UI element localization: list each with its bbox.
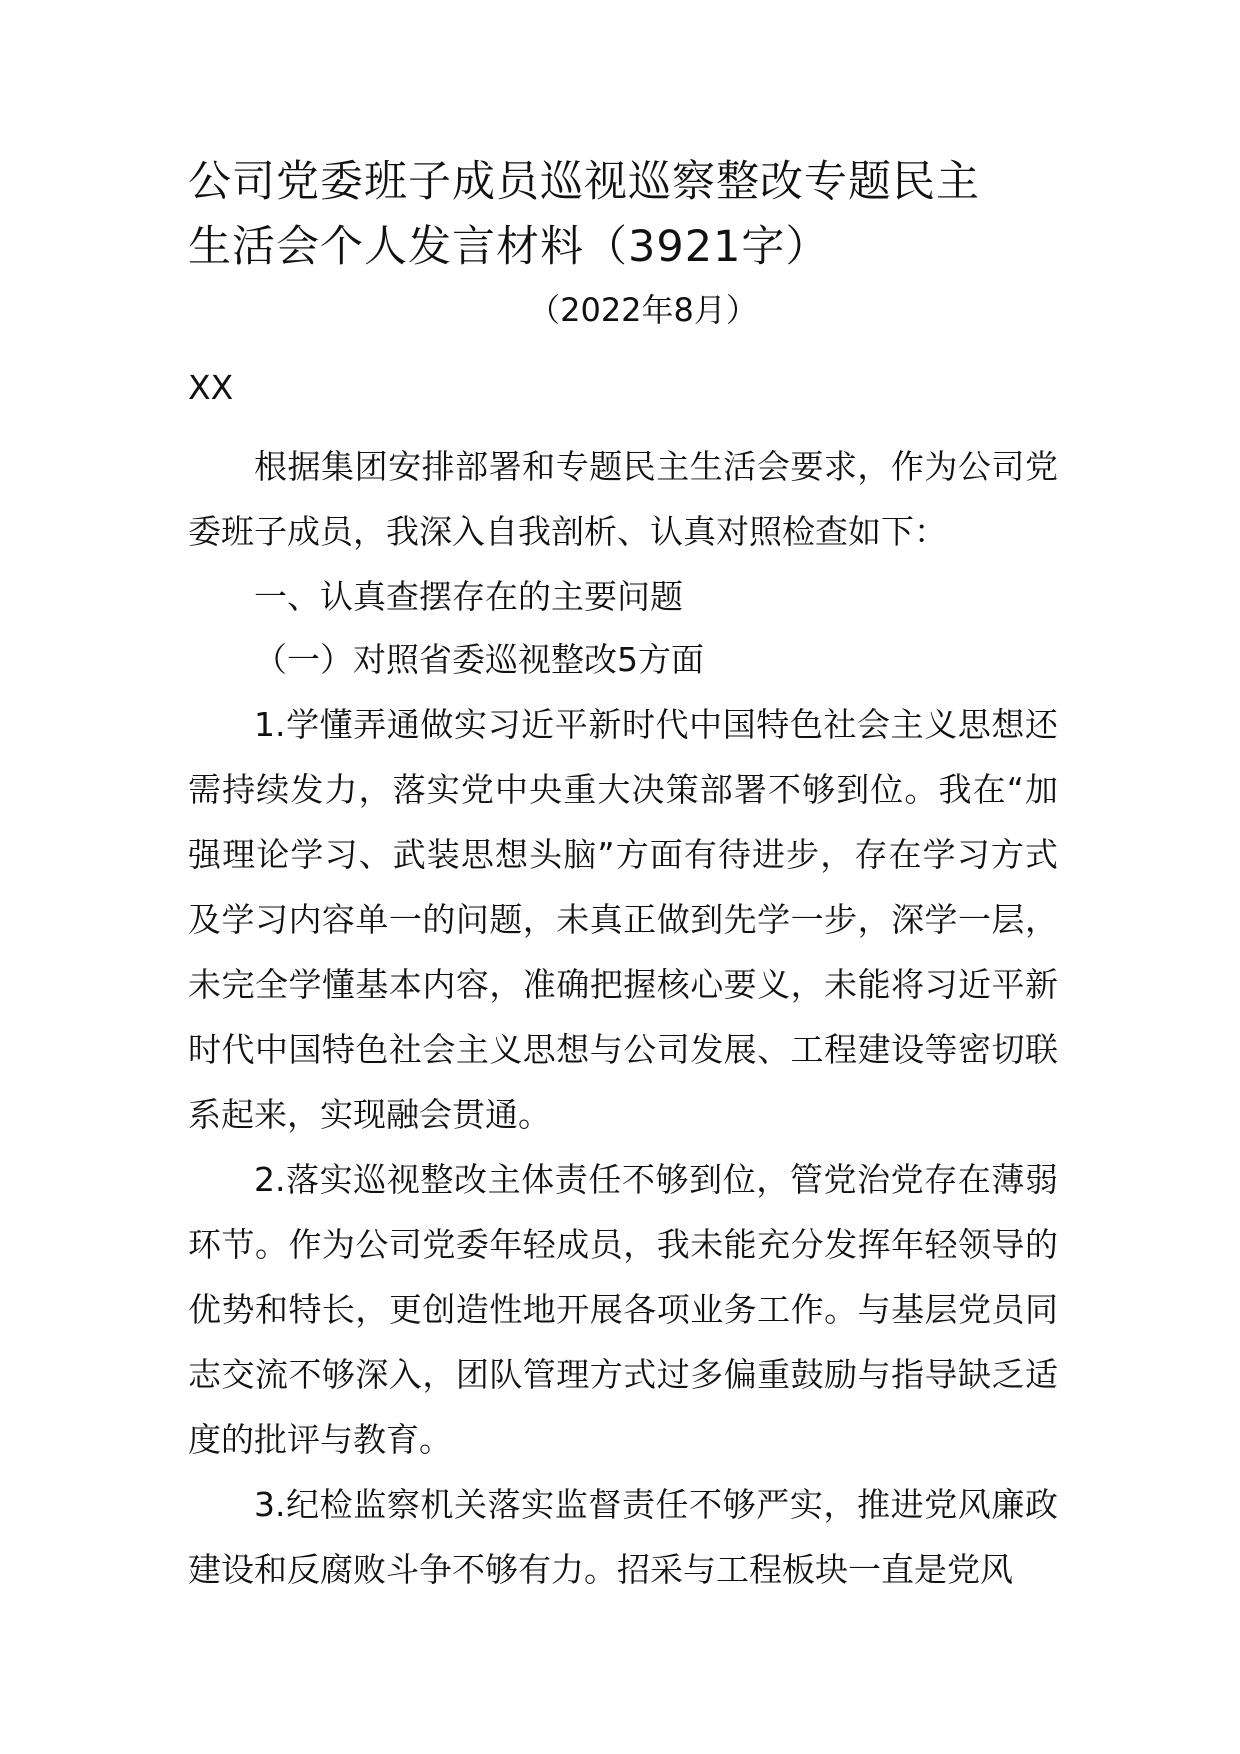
body-paragraph-3: 3.纪检监察机关落实监督责任不够严实，推进党风廉政建设和反腐败斗争不够有力。招采与工程板块一直是党风: [188, 1485, 1058, 1589]
title-line-2: 生活会个人发言材料（3921字）: [188, 222, 830, 272]
intro-paragraph: 根据集团安排部署和专题民主生活会要求，作为公司党委班子成员，我深入自我剖析、认真对照检查如下：: [188, 447, 1058, 551]
section-heading: 一、认真查摆存在的主要问题: [254, 577, 683, 616]
body-paragraph-1: 1.学懂弄通做实习近平新时代中国特色社会主义思想还需持续发力，落实党中央重大决策部署不够到位。我在“加强理论学习、武装思想头脑”方面有待进步，存在学习方式及学习内容单一的问题，未真正做到先学一步，深学一层，未完全学懂基本内容，准确把握核心要义，未能将习近平新时代中国特色社会主义思想与公司发展、工程建设等密切联系起来，实现融会贯通。: [188, 705, 1058, 1134]
document-title: [188, 150, 1058, 280]
author-name: XX: [188, 368, 234, 407]
document-page: [188, 150, 1058, 1602]
document-date: （2022年8月）: [528, 291, 758, 329]
title-line-1: 公司党委班子成员巡视巡察整改专题民主: [188, 157, 980, 207]
subsection-heading: （一）对照省委巡视整改5方面: [254, 640, 704, 679]
body-paragraph-2: 2.落实巡视整改主体责任不够到位，管党治党存在薄弱环节。作为公司党委年轻成员，我未能充分发挥年轻领导的优势和特长，更创造性地开展各项业务工作。与基层党员同志交流不够深入，团队管理方式过多偏重鼓励与指导缺乏适度的批评与教育。: [188, 1160, 1058, 1459]
